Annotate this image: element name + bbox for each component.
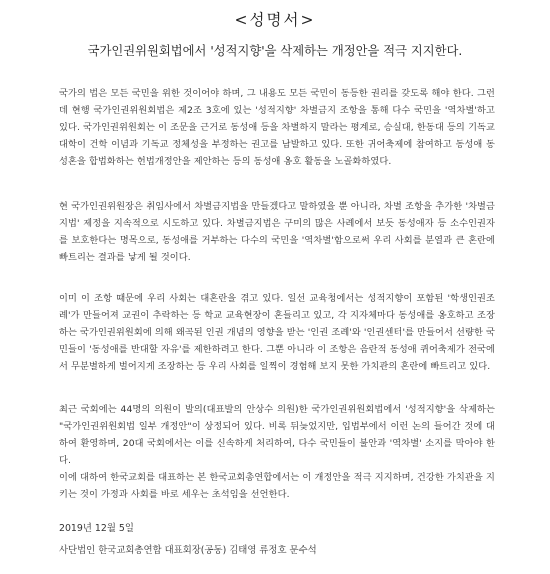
document-title: <성명서> xyxy=(234,11,316,29)
paragraph-5: 이에 대하여 한국교회를 대표하는 본 한국교회총연합에서는 이 개정안을 적극 지지하며, 건강한 가치관을 지키는 것이 가정과 사회를 바로 세우는 초석임을 선언한다. xyxy=(59,472,495,500)
paragraph-2: 현 국가인권위원장은 취임사에서 차별금지법을 만들겠다고 말하였을 뿐 아니라, 차별 조항을 추가한 '차별금지법' 제정을 지속적으로 시도하고 있다. 차별금지법은 구미의 많은 사례에서 보듯 동성애자 등 소수인권자를 보호한다는 명목으로, 동성애를 거부하는 다수의 국민을 '역차별'함으로써 우리 사회를 분열과 큰 혼란에 빠트리는 결과를 낳게 될 것이다. xyxy=(59,201,495,263)
document-subtitle: 국가인권위원회법에서 '성적지향'을 삭제하는 개정안을 적극 지지한다. xyxy=(87,44,463,58)
document-date: 2019년 12월 5일 xyxy=(59,523,134,534)
paragraph-3: 이미 이 조항 때문에 우리 사회는 대혼란을 겪고 있다. 일선 교육청에서는 성적지향이 포함된 '학생인권조례'가 만들어져 교권이 추락하는 등 학교 교육현장이 혼들리고 있고, 각 지자체마다 동성애를 옹호하고 조장하는 국가인권위원회에 의해 왜곡된 인권 개념의 영향을 받는 '인권 조례'와 '인권센터'를 만들어서 선량한 국민들이 '동성애를 반대할 자유'를 제한하려고 한다. 그뿐 아니라 이 조항은 음란적 동성애 퀴어축제가 전국에서 무분별하게 벌어지게 조장하는 등 우리 사회를 일찍이 경험해 보지 못한 가치관의 혼란에 빠트리고 있다. xyxy=(59,293,495,372)
paragraph-1: 국가의 법은 모든 국민을 위한 것이어야 하며, 그 내용도 모든 국민이 동등한 권리를 갖도록 해야 한다. 그런데 현행 국가인권위원회법은 제2조 3호에 있는 '성적지향' 차별금지 조항을 통해 다수 국민을 '역차별'하고 있다. 국가인권위원회는 이 조문을 근거로 동성애 등을 차별하지 말라는 평계로, 승실대, 한동대 등의 기독교대학이 건학 이념과 기독교 정체성을 부정하는 권고를 남발하고 있다. 또한 귀어축제에 참여하고 동성애 동성혼을 합법화하는 헌법개정안을 제안하는 등의 동성애 옹호 활동을 노골화하였다. xyxy=(59,88,495,167)
paragraph-4: 최근 국회에는 44명의 의원이 발의(대표발의 안상수 의원)한 국가인권위원회법에서 '성적지향'을 삭제하는 "국가인권위원회법 일부 개정안"이 상정되어 있다. 비록 뒤늦었지만, 입법부에서 이런 논의 들어간 것에 대하여 환영하며, 20대 국회에서는 이를 신속하게 처리하여, 다수 국민들이 불안과 '역차별' 소지를 막아야 한다. xyxy=(59,404,495,466)
signatories: 사단법인 한국교회총연합 대표회장(공동) 김태영 류정호 문수석 xyxy=(59,545,317,556)
